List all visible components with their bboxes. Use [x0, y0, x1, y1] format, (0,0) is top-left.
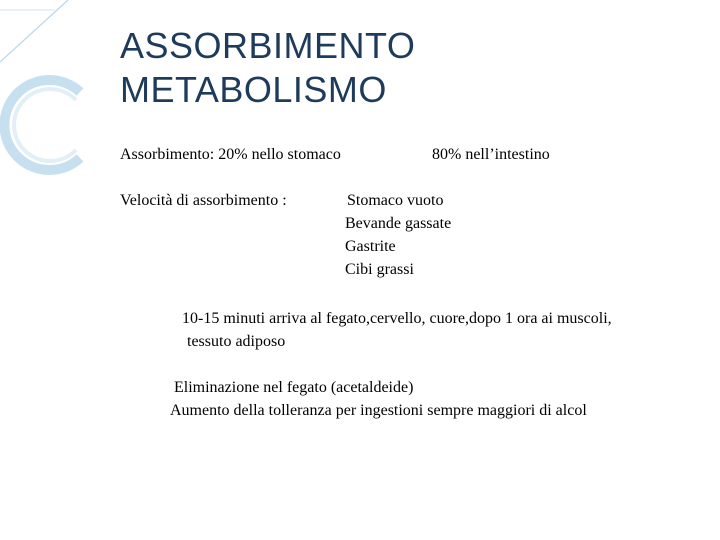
title-line-1: ASSORBIMENTO — [120, 25, 416, 66]
velocita-label: Velocità di assorbimento — [120, 192, 279, 209]
factor-item: Stomaco vuoto — [347, 192, 444, 209]
elimination-line-1: Eliminazione nel fegato (acetaldeide) — [174, 379, 414, 396]
velocita-row — [120, 189, 287, 212]
velocita-colon: : — [282, 192, 287, 209]
factor-item: Bevande gassate — [345, 215, 452, 232]
assorbimento-colon: : — [209, 146, 215, 163]
stomach-percentage: 20% nello stomaco — [218, 146, 341, 163]
distribution-line-1: 10-15 minuti arriva al fegato,cervello, cuore,dopo 1 ora ai muscoli, — [182, 310, 612, 327]
title-line-2: METABOLISMO — [120, 69, 387, 110]
factor-item: Cibi grassi — [345, 261, 414, 278]
assorbimento-row — [120, 143, 341, 166]
elimination-line-2: Aumento della tolleranza per ingestioni sempre maggiori di alcol — [170, 402, 587, 419]
slide-title — [120, 24, 415, 112]
assorbimento-label: Assorbimento — [120, 146, 210, 163]
decorative-corner-graphic — [0, 0, 120, 200]
factor-item: Gastrite — [345, 238, 396, 255]
intestine-percentage: 80% nell’intestino — [432, 146, 550, 163]
distribution-line-2: tessuto adiposo — [187, 333, 286, 350]
